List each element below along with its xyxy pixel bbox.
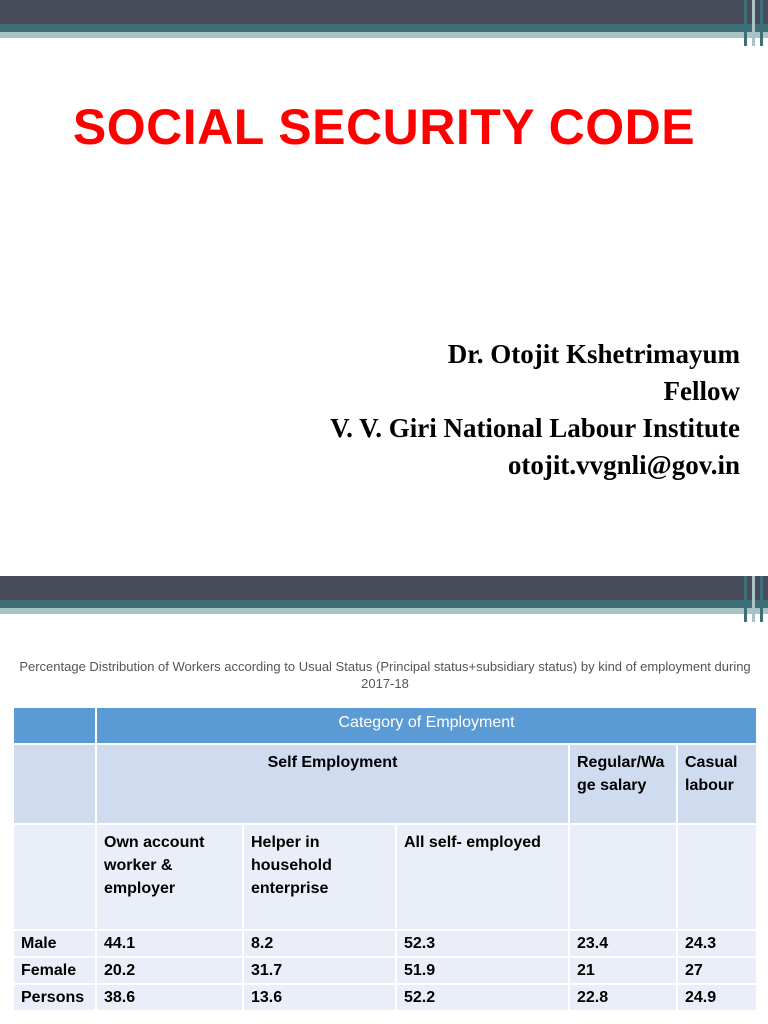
own-account-header: Own account worker & employer [96, 824, 243, 930]
author-name: Dr. Otojit Kshetrimayum [447, 339, 740, 369]
row-label: Persons [13, 984, 96, 1011]
table-cell: 52.2 [396, 984, 569, 1011]
table-cell: 24.3 [677, 930, 757, 957]
table-empty-cell [13, 744, 96, 824]
header-accent-bar [752, 576, 755, 622]
row-label: Male [13, 930, 96, 957]
table-cell: 20.2 [96, 957, 243, 984]
helper-header: Helper in household enterprise [243, 824, 396, 930]
table-cell: 8.2 [243, 930, 396, 957]
table-empty-cell [569, 824, 677, 930]
table-cell: 23.4 [569, 930, 677, 957]
table-header-row [13, 707, 757, 744]
table-corner-cell [13, 707, 96, 744]
table-cell: 13.6 [243, 984, 396, 1011]
self-employment-header: Self Employment [96, 744, 569, 824]
header-band-teal [0, 24, 768, 32]
row-label: Female [13, 957, 96, 984]
table-cell: 24.9 [677, 984, 757, 1011]
author-block [330, 336, 740, 484]
table-cell: 38.6 [96, 984, 243, 1011]
header-accent-bar [752, 0, 755, 46]
table-cell: 44.1 [96, 930, 243, 957]
table-cell: 27 [677, 957, 757, 984]
all-self-employed-header: All self- employed [396, 824, 569, 930]
employment-table [12, 706, 758, 1012]
header-accent-bar [760, 576, 763, 622]
table-cell: 21 [569, 957, 677, 984]
table-cell: 52.3 [396, 930, 569, 957]
header-band-teal [0, 600, 768, 608]
author-email: otojit.vvgnli@gov.in [507, 450, 740, 480]
casual-labour-header: Casual labour [677, 744, 757, 824]
author-designation: Fellow [663, 376, 740, 406]
table-slide [0, 576, 768, 1024]
table-empty-cell [677, 824, 757, 930]
regular-wage-header: Regular/Wa ge salary [569, 744, 677, 824]
table-cell: 22.8 [569, 984, 677, 1011]
slide-title: SOCIAL SECURITY CODE [72, 99, 696, 155]
header-band-light [0, 32, 768, 38]
table-row [13, 930, 757, 957]
table-header-row [13, 744, 757, 824]
table-empty-cell [13, 824, 96, 930]
table-cell: 31.7 [243, 957, 396, 984]
header-band-light [0, 608, 768, 614]
header-band-dark [0, 576, 768, 600]
header-accent-bar [744, 576, 747, 622]
table-caption: Percentage Distribution of Workers according to Usual Status (Principal status+subsidiary status) by kind of employment during 2017-18 [19, 659, 751, 691]
header-accent-bar [760, 0, 763, 46]
author-institute: V. V. Giri National Labour Institute [330, 413, 740, 443]
header-band-dark [0, 0, 768, 24]
table-row [13, 984, 757, 1011]
category-header: Category of Employment [96, 707, 757, 744]
table-cell: 51.9 [396, 957, 569, 984]
table-subheader-row [13, 824, 757, 930]
table-row [13, 957, 757, 984]
header-accent-bar [744, 0, 747, 46]
